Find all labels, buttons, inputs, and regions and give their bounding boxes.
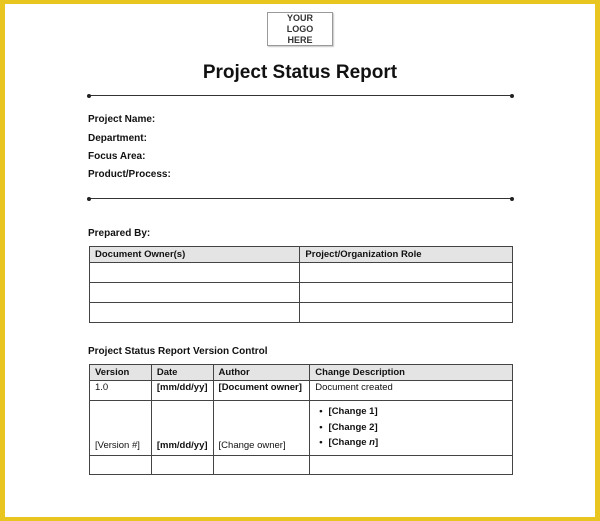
table-row: [90, 401, 513, 456]
document-title: Project Status Report: [202, 62, 398, 83]
table-cell[interactable]: [90, 283, 300, 303]
version-cell[interactable]: [Version #]: [90, 401, 152, 456]
logo-text: YOUR LOGO HERE: [286, 12, 314, 45]
department-label: Department:: [88, 133, 147, 144]
date-cell[interactable]: [mm/dd/yy]: [151, 401, 213, 456]
table-cell[interactable]: [300, 283, 513, 303]
table-cell[interactable]: [151, 455, 213, 474]
middle-divider: [89, 198, 512, 199]
table-header-row: [90, 247, 513, 263]
table-row: [90, 283, 513, 303]
header-date: Date: [151, 365, 213, 381]
table-cell[interactable]: [213, 455, 310, 474]
author-cell[interactable]: [Document owner]: [213, 381, 310, 401]
table-row: [90, 303, 513, 323]
header-project-role: Project/Organization Role: [300, 247, 513, 263]
author-cell[interactable]: [Change owner]: [213, 401, 310, 456]
table-cell[interactable]: [310, 455, 513, 474]
version-control-label: Project Status Report Version Control: [88, 346, 268, 357]
header-version: Version: [90, 365, 152, 381]
product-process-label: Product/Process:: [88, 169, 171, 180]
change-description-cell[interactable]: [310, 401, 513, 456]
version-control-table: [89, 364, 513, 475]
top-divider: [89, 95, 512, 96]
project-name-label: Project Name:: [88, 114, 156, 125]
header-author: Author: [213, 365, 310, 381]
prepared-by-label: Prepared By:: [88, 228, 151, 239]
document-page: [5, 4, 595, 517]
focus-area-label: Focus Area:: [88, 151, 146, 162]
table-header-row: [90, 365, 513, 381]
list-item: • [Change n]: [315, 435, 507, 451]
header-document-owners: Document Owner(s): [90, 247, 300, 263]
version-cell[interactable]: 1.0: [90, 381, 152, 401]
date-cell[interactable]: [mm/dd/yy]: [151, 381, 213, 401]
list-item: • [Change 1]: [315, 404, 507, 420]
table-row: [90, 381, 513, 401]
table-cell[interactable]: [90, 455, 152, 474]
table-cell[interactable]: [90, 263, 300, 283]
header-change-description: Change Description: [310, 365, 513, 381]
list-item: • [Change 2]: [315, 420, 507, 436]
prepared-by-table: [89, 246, 513, 323]
change-list: [315, 404, 507, 451]
table-cell[interactable]: [90, 303, 300, 323]
change-description-cell[interactable]: Document created: [310, 381, 513, 401]
logo-placeholder: [267, 12, 333, 46]
table-row: [90, 263, 513, 283]
table-row: [90, 455, 513, 474]
table-cell[interactable]: [300, 263, 513, 283]
table-cell[interactable]: [300, 303, 513, 323]
